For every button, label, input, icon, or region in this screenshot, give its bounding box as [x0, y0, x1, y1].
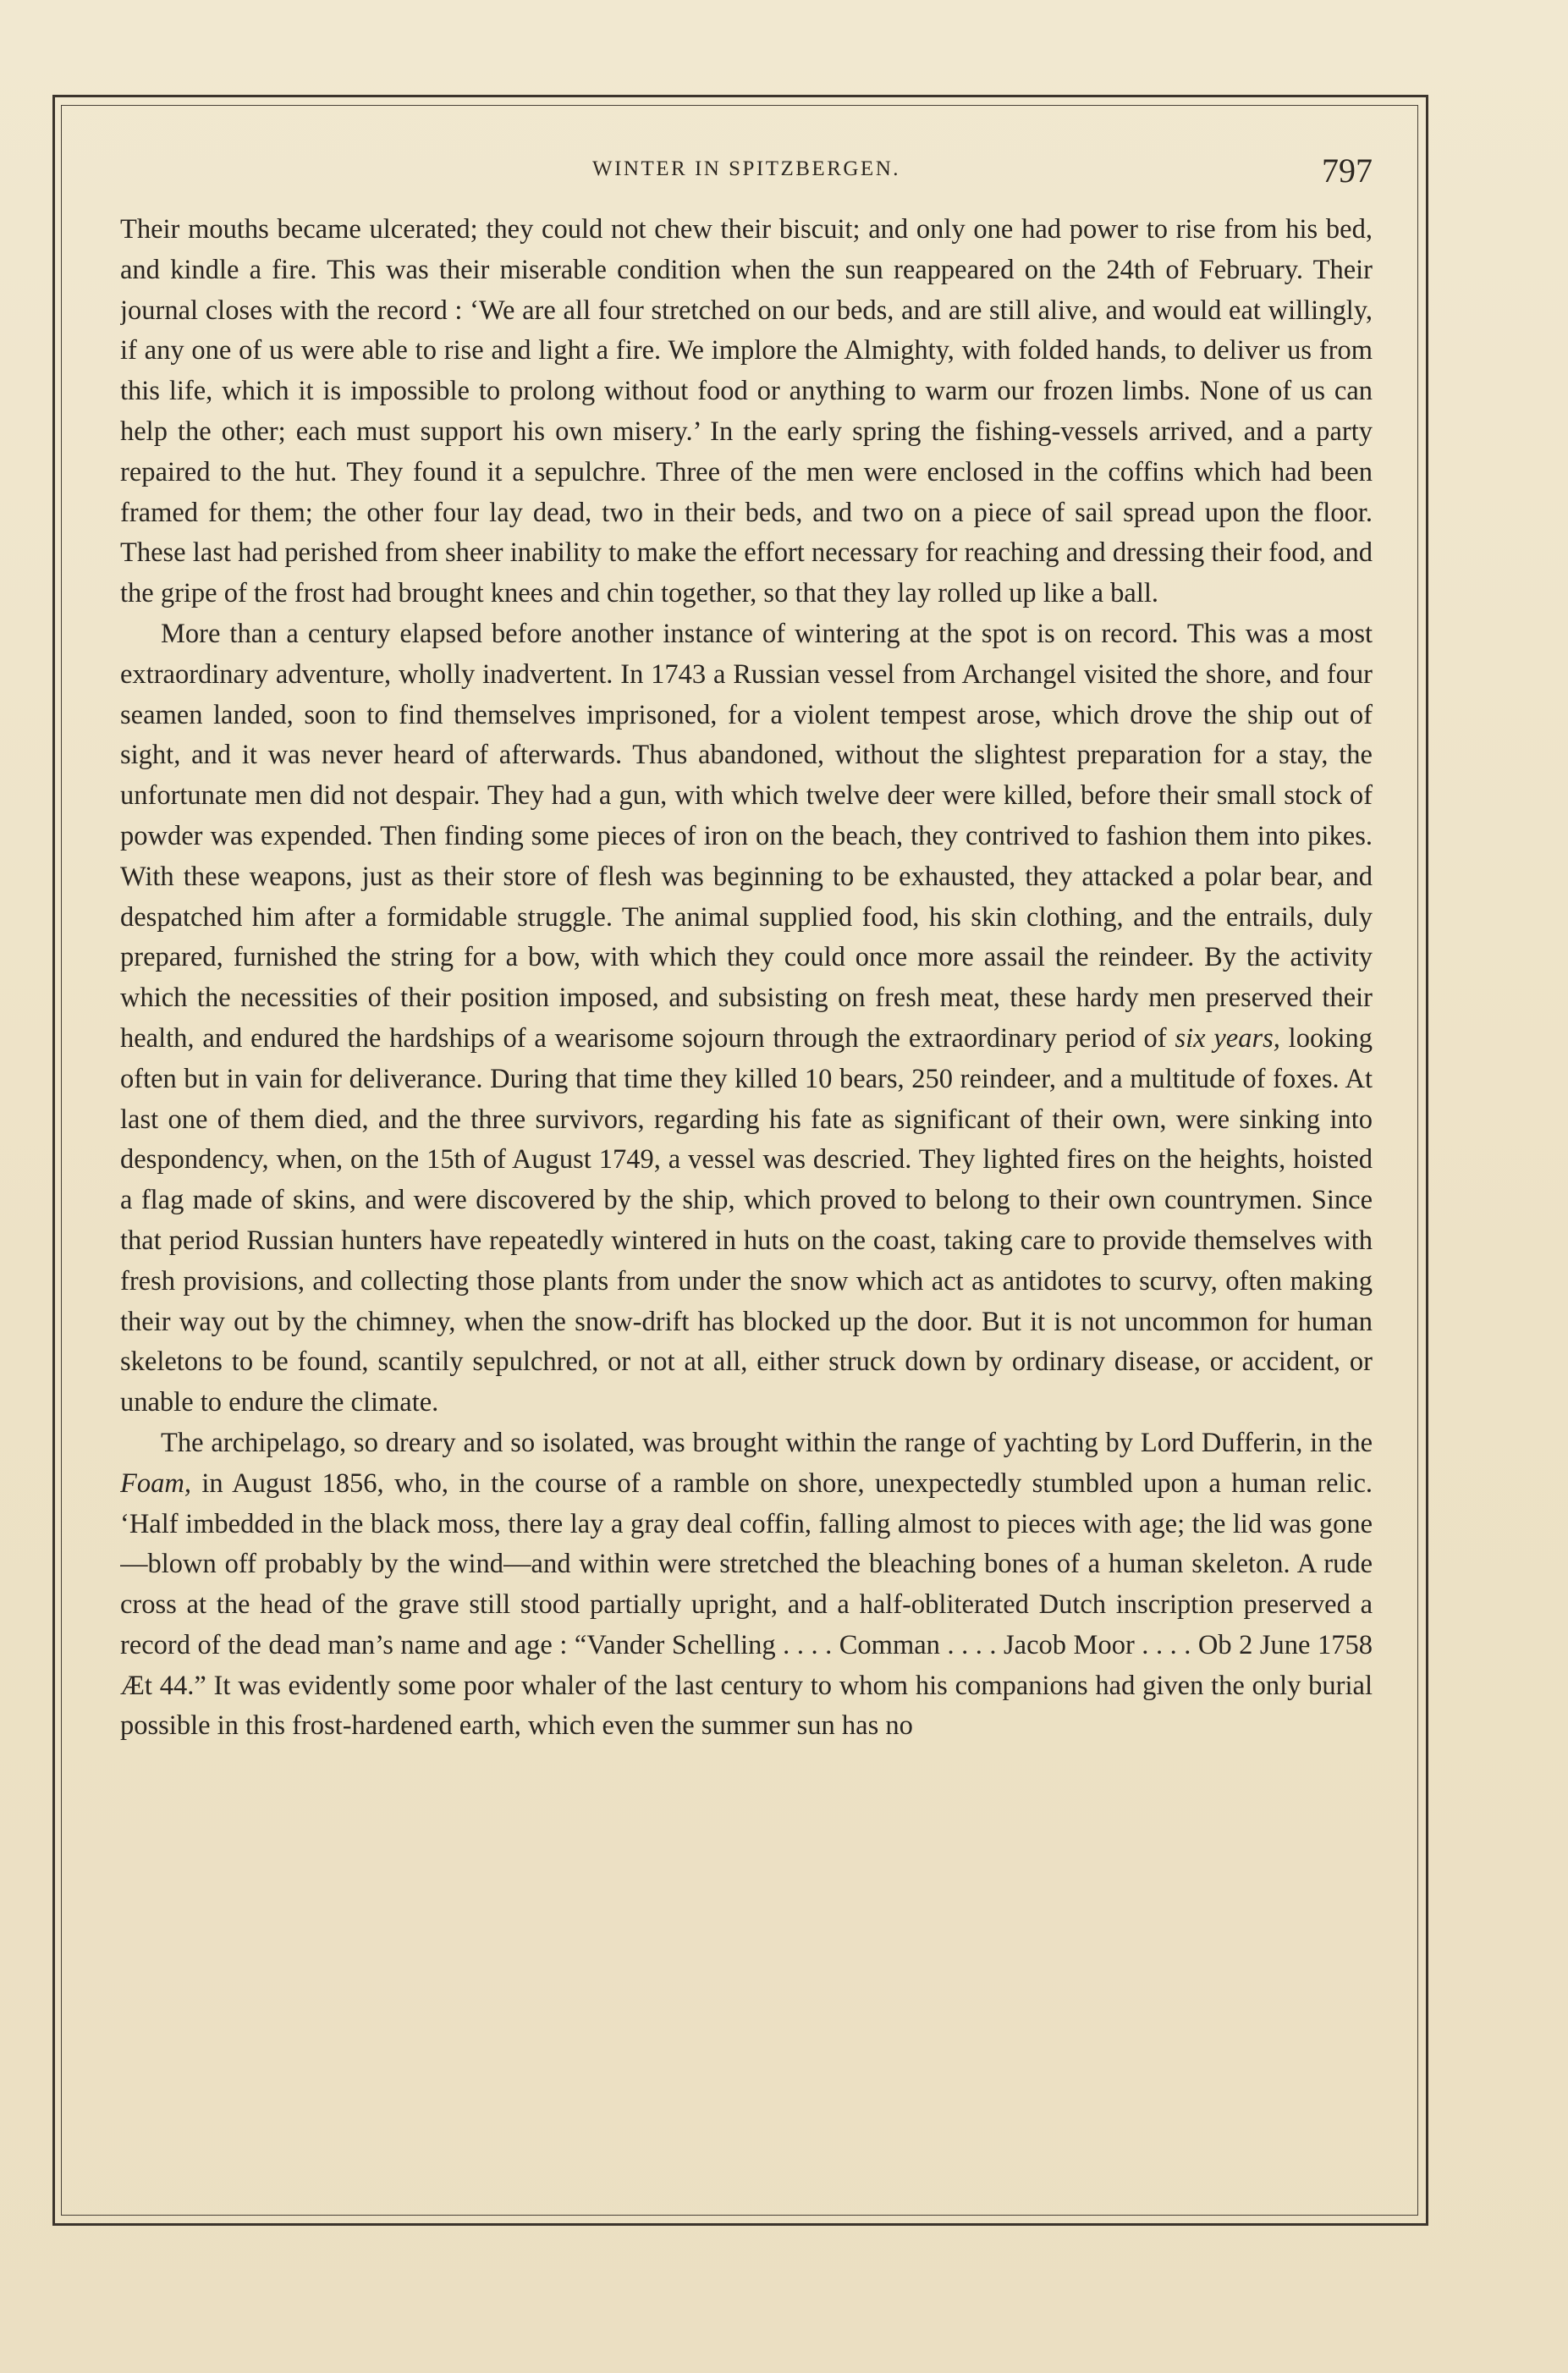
page-content [120, 151, 1373, 2182]
paragraph-1-text: Their mouths became ulcerated; they could not chew their biscuit; and only one had power to rise from his bed, and kindle a fire. This was their miserable condition when the sun reappeared on the 24th of February. Their journal closes with the record : ‘We are all four stretched on our beds, and are still alive, and would eat willingly, if any one of us were able to rise and light a fire. We implore the Almighty, with folded hands, to deliver us from this life, which it is impossible to prolong without food or anything to warm our frozen limbs. None of us can help the other; each must support his own misery.’ In the early spring the fishing-vessels arrived, and a party repaired to the hut. They found it a sepulchre. Three of the men were enclosed in the coffins which had been framed for them; the other four lay dead, two in their beds, and two on a piece of sail spread upon the floor. These last had perished from sheer inability to make the effort necessary for reaching and dressing their food, and the gripe of the frost had brought knees and chin together, so that they lay rolled up like a ball. [120, 214, 1373, 609]
paragraph-3-text-b: in August 1856, who, in the course of a ramble on shore, unexpectedly stumbled upon a human relic. ‘Half imbedded in the black moss, there lay a gray deal coffin, falling almost to pieces with age; the lid was gone—blown off probably by the wind—and within were stretched the bleaching bones of a human skeleton. A rude cross at the head of the grave still stood partially upright, and a half-obliterated Dutch inscription preserved a record of the dead man’s name and age : “Vander Schelling . . . . Comman . . . . Jacob Moor . . . . Ob 2 June 1758 Æt 44.” It was evidently some poor whaler of the last century to whom his companions had given the only burial possible in this frost-hardened earth, which even the summer sun has no [120, 1467, 1373, 1742]
paragraph-1 [120, 210, 1373, 614]
page-number: 797 [1322, 151, 1373, 190]
paragraph-2-text-a: More than a century elapsed before another instance of wintering at the spot is on record. This was a most extraordinary adventure, wholly inadvertent. In 1743 a Russian vessel from Archangel visited the shore, and four seamen landed, soon to find themselves imprisoned, for a violent tempest arose, which drove the ship out of sight, and it was never heard of afterwards. Thus abandoned, without the slightest preparation for a stay, the unfortunate men did not despair. They had a gun, with which twelve deer were killed, before their small stock of powder was expended. Then finding some pieces of iron on the beach, they contrived to fashion them into pikes. With these weapons, just as their store of flesh was beginning to be exhausted, they attacked a polar bear, and despatched him after a formidable struggle. The animal supplied food, his skin clothing, and the entrails, duly prepared, furnished the string for a bow, with which they could once more assail the reindeer. By the activity which the necessities of their position imposed, and subsisting on fresh meat, these hardy men preserved their health, and endured the hardships of a wearisome sojourn through the extraordinary period of [120, 618, 1373, 1054]
paragraph-3-italic: Foam, [120, 1467, 191, 1499]
paragraph-2-italic: six years, [1175, 1022, 1280, 1054]
running-title: WINTER IN SPITZBERGEN. [592, 157, 900, 180]
paragraph-2 [120, 614, 1373, 1423]
paragraph-2-text-b: looking often but in vain for deliverance. During that time they killed 10 bears, 250 reindeer, and a multitude of foxes. At last one of them died, and the three survivors, regarding his fate as significant of their own, were sinking into despondency, when, on the 15th of August 1749, a vessel was descried. They lighted fires on the heights, hoisted a flag made of skins, and were discovered by the ship, which proved to belong to their own countrymen. Since that period Russian hunters have repeatedly wintered in huts on the coast, taking care to provide themselves with fresh provisions, and collecting those plants from under the snow which act as antidotes to scurvy, often making their way out by the chimney, when the snow-drift has blocked up the door. But it is not uncommon for human skeletons to be found, scantily sepulchred, or not at all, either struck down by ordinary disease, or accident, or unable to endure the climate. [120, 1022, 1373, 1418]
paragraph-3 [120, 1423, 1373, 1747]
running-header [120, 151, 1373, 198]
paragraph-3-text-a: The archipelago, so dreary and so isolated, was brought within the range of yachting by Lord Dufferin, in the [161, 1427, 1373, 1458]
